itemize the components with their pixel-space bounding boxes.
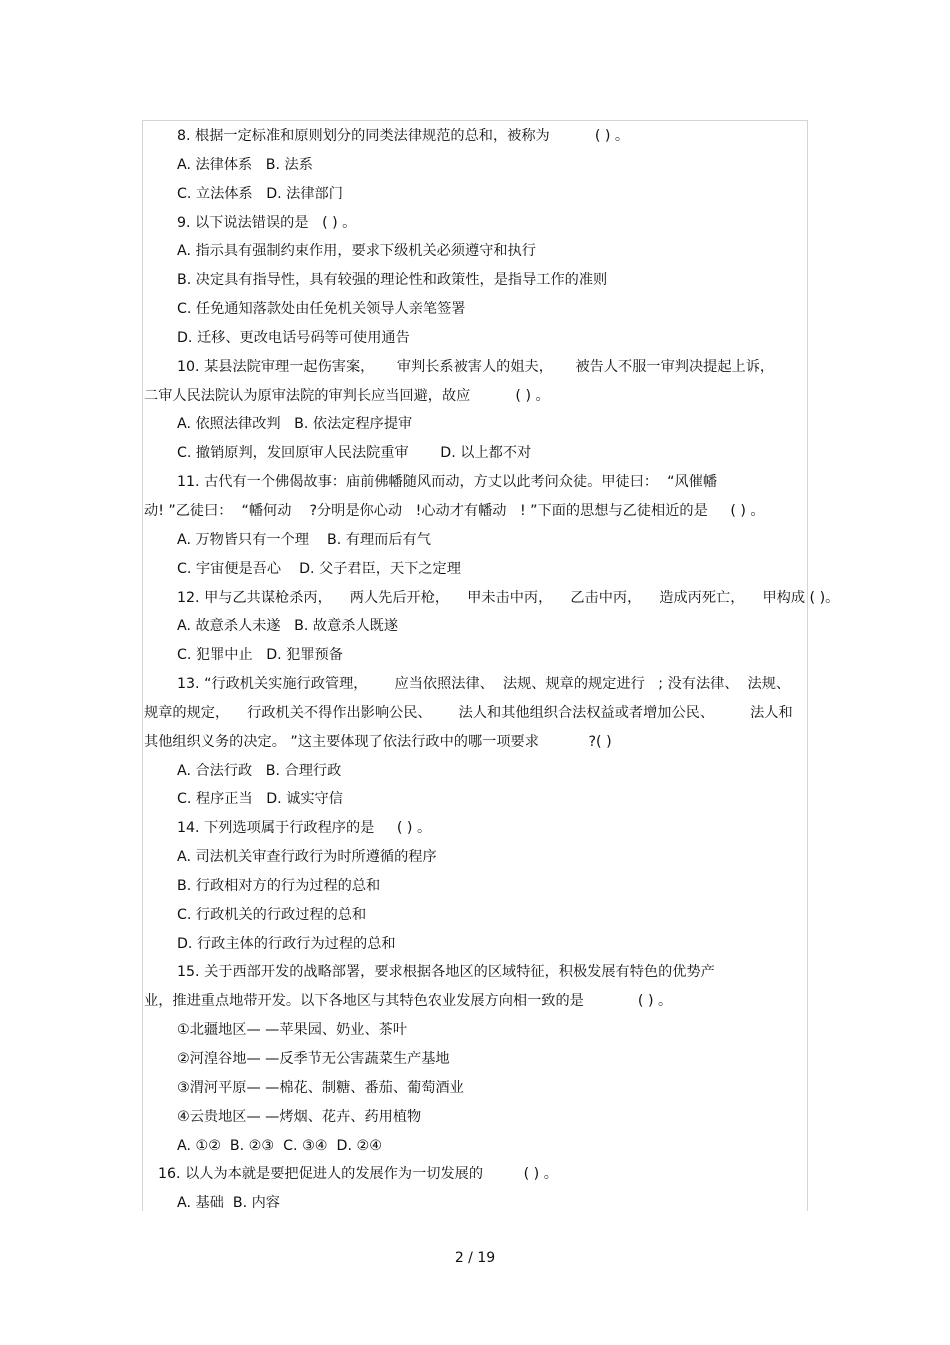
text-line: C. 程序正当 D. 诚实守信 — [177, 791, 343, 808]
text-line: A. 合法行政 B. 合理行政 — [177, 762, 342, 779]
text-line: 15. 关于西部开发的战略部署，要求根据各地区的区域特征，积极发展有特色的优势产 — [177, 964, 715, 981]
text-line: B. 决定具有指导性，具有较强的理论性和政策性，是指导工作的准则 — [177, 272, 608, 289]
text-line: ②河湟谷地— —反季节无公害蔬菜生产基地 — [177, 1051, 450, 1067]
text-line: 14. 下列选项属于行政程序的是 ( ) 。 — [177, 820, 432, 837]
text-line: 16. 以人为本就是要把促进人的发展作为一切发展的 ( ) 。 — [158, 1166, 558, 1183]
text-line: A. 司法机关审查行政行为时所遵循的程序 — [177, 849, 437, 866]
document-body — [142, 122, 840, 1218]
text-line: C. 犯罪中止 D. 犯罪预备 — [177, 647, 343, 664]
text-line: C. 任免通知落款处由任免机关领导人亲笔签署 — [177, 301, 466, 318]
text-line: 13. “行政机关实施行政管理， 应当依照法律、 法规、规章的规定进行 ; 没有法律、 法规、 — [177, 676, 791, 693]
text-line: ④云贵地区— —烤烟、花卉、药用植物 — [177, 1108, 422, 1125]
text-line: ③渭河平原— —棉花、制糖、番茄、葡萄酒业 — [177, 1079, 464, 1096]
text-line: A. 万物皆只有一个理 B. 有理而后有气 — [177, 531, 431, 548]
text-line: C. 宇宙便是吾心 D. 父子君臣，天下之定理 — [177, 560, 461, 577]
text-line: 动! ”乙徒曰： “幡何动 ?分明是你心动 !心动才有幡动 ! ”下面的思想与乙徒相近的是 ( ) 。 — [144, 502, 765, 519]
text-line: 10. 某县法院审理一起伤害案， 审判长系被害人的姐夫， 被告人不服一审判决提起上诉， — [177, 358, 775, 375]
text-line: C. 行政机关的行政过程的总和 — [177, 906, 367, 923]
text-line: B. 行政相对方的行为过程的总和 — [177, 877, 381, 894]
text-line: D. 行政主体的行政行为过程的总和 — [177, 935, 396, 952]
text-line: A. 法律体系 B. 法系 — [177, 156, 313, 173]
text-line: C. 立法体系 D. 法律部门 — [177, 185, 343, 202]
text-line: ①北疆地区— —苹果园、奶业、茶叶 — [177, 1022, 408, 1039]
text-line: 二审人民法院认为原审法院的审判长应当回避，故应 ( ) 。 — [144, 387, 550, 404]
text-line: A. 基础 B. 内容 — [177, 1195, 280, 1212]
text-line: 12. 甲与乙共谋枪杀丙， 两人先后开枪， 甲未击中丙， 乙击中丙， 造成丙死亡， 甲构成 ( )。 — [177, 589, 840, 606]
text-line: D. 迁移、更改电话号码等可使用通告 — [177, 329, 410, 346]
text-line: 其他组织义务的决定。 ”这主要体现了依法行政中的哪一项要求 ?( ) — [144, 733, 612, 750]
text-line: A. 指示具有强制约束作用，要求下级机关必须遵守和执行 — [177, 243, 536, 260]
page-number: 2 / 19 — [454, 1250, 496, 1266]
text-line: 业，推进重点地带开发。以下各地区与其特色农业发展方向相一致的是 ( ) 。 — [144, 993, 673, 1010]
text-line: 规章的规定， 行政机关不得作出影响公民、 法人和其他组织合法权益或者增加公民、 法人和 — [144, 704, 793, 721]
text-line: 9. 以下说法错误的是 ( ) 。 — [177, 214, 357, 231]
text-line: A. 故意杀人未遂 B. 故意杀人既遂 — [177, 618, 399, 635]
text-line: A. ①② B. ②③ C. ③④ D. ②④ — [177, 1137, 382, 1154]
text-line: 8. 根据一定标准和原则划分的同类法律规范的总和，被称为 ( ) 。 — [177, 128, 630, 144]
text-line: 11. 古代有一个佛偈故事：庙前佛幡随风而动，方丈以此考问众徒。甲徒曰： “风催幡 — [177, 474, 718, 491]
text-line: C. 撤销原判，发回原审人民法院重审 D. 以上都不对 — [177, 445, 532, 462]
text-line: A. 依照法律改判 B. 依法定程序提审 — [177, 416, 413, 433]
